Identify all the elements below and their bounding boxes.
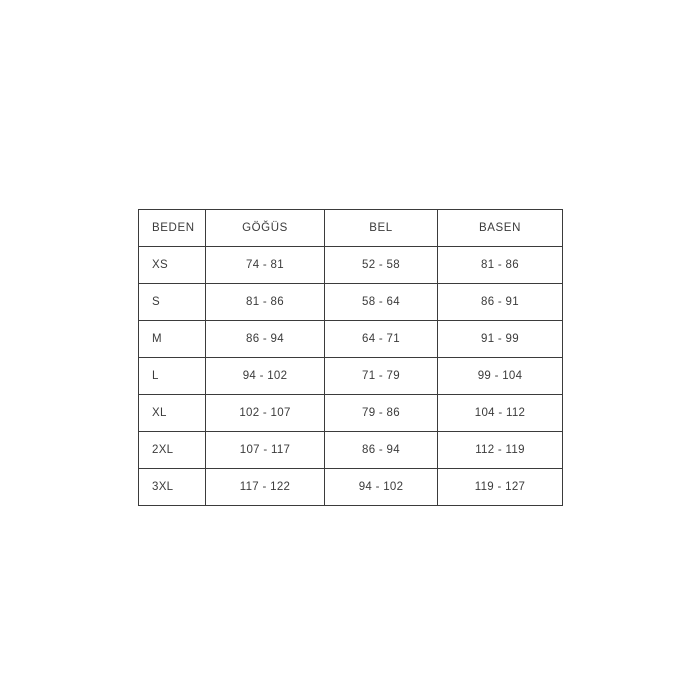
column-header-gogus: GÖĞÜS	[206, 210, 325, 247]
cell-gogus: 94 - 102	[206, 358, 325, 395]
cell-bel: 79 - 86	[325, 395, 438, 432]
table-row	[139, 395, 563, 432]
table-row	[139, 247, 563, 284]
table-row	[139, 284, 563, 321]
cell-beden: 2XL	[139, 432, 206, 469]
cell-bel: 58 - 64	[325, 284, 438, 321]
column-header-basen: BASEN	[438, 210, 563, 247]
cell-gogus: 117 - 122	[206, 469, 325, 506]
cell-bel: 52 - 58	[325, 247, 438, 284]
table-row	[139, 358, 563, 395]
cell-basen: 91 - 99	[438, 321, 563, 358]
cell-basen: 86 - 91	[438, 284, 563, 321]
cell-basen: 81 - 86	[438, 247, 563, 284]
size-chart-table	[138, 209, 563, 506]
cell-gogus: 81 - 86	[206, 284, 325, 321]
cell-basen: 112 - 119	[438, 432, 563, 469]
cell-bel: 94 - 102	[325, 469, 438, 506]
column-header-bel: BEL	[325, 210, 438, 247]
cell-beden: 3XL	[139, 469, 206, 506]
cell-basen: 99 - 104	[438, 358, 563, 395]
cell-beden: XS	[139, 247, 206, 284]
size-chart-container	[138, 209, 562, 506]
table-row	[139, 321, 563, 358]
cell-gogus: 74 - 81	[206, 247, 325, 284]
table-header-row	[139, 210, 563, 247]
table-row	[139, 469, 563, 506]
cell-basen: 104 - 112	[438, 395, 563, 432]
cell-beden: L	[139, 358, 206, 395]
cell-beden: M	[139, 321, 206, 358]
cell-basen: 119 - 127	[438, 469, 563, 506]
cell-beden: XL	[139, 395, 206, 432]
cell-bel: 86 - 94	[325, 432, 438, 469]
cell-bel: 64 - 71	[325, 321, 438, 358]
table-row	[139, 432, 563, 469]
table-header	[139, 210, 563, 247]
cell-bel: 71 - 79	[325, 358, 438, 395]
column-header-beden: BEDEN	[139, 210, 206, 247]
cell-gogus: 102 - 107	[206, 395, 325, 432]
cell-gogus: 86 - 94	[206, 321, 325, 358]
cell-beden: S	[139, 284, 206, 321]
table-body	[139, 247, 563, 506]
cell-gogus: 107 - 117	[206, 432, 325, 469]
